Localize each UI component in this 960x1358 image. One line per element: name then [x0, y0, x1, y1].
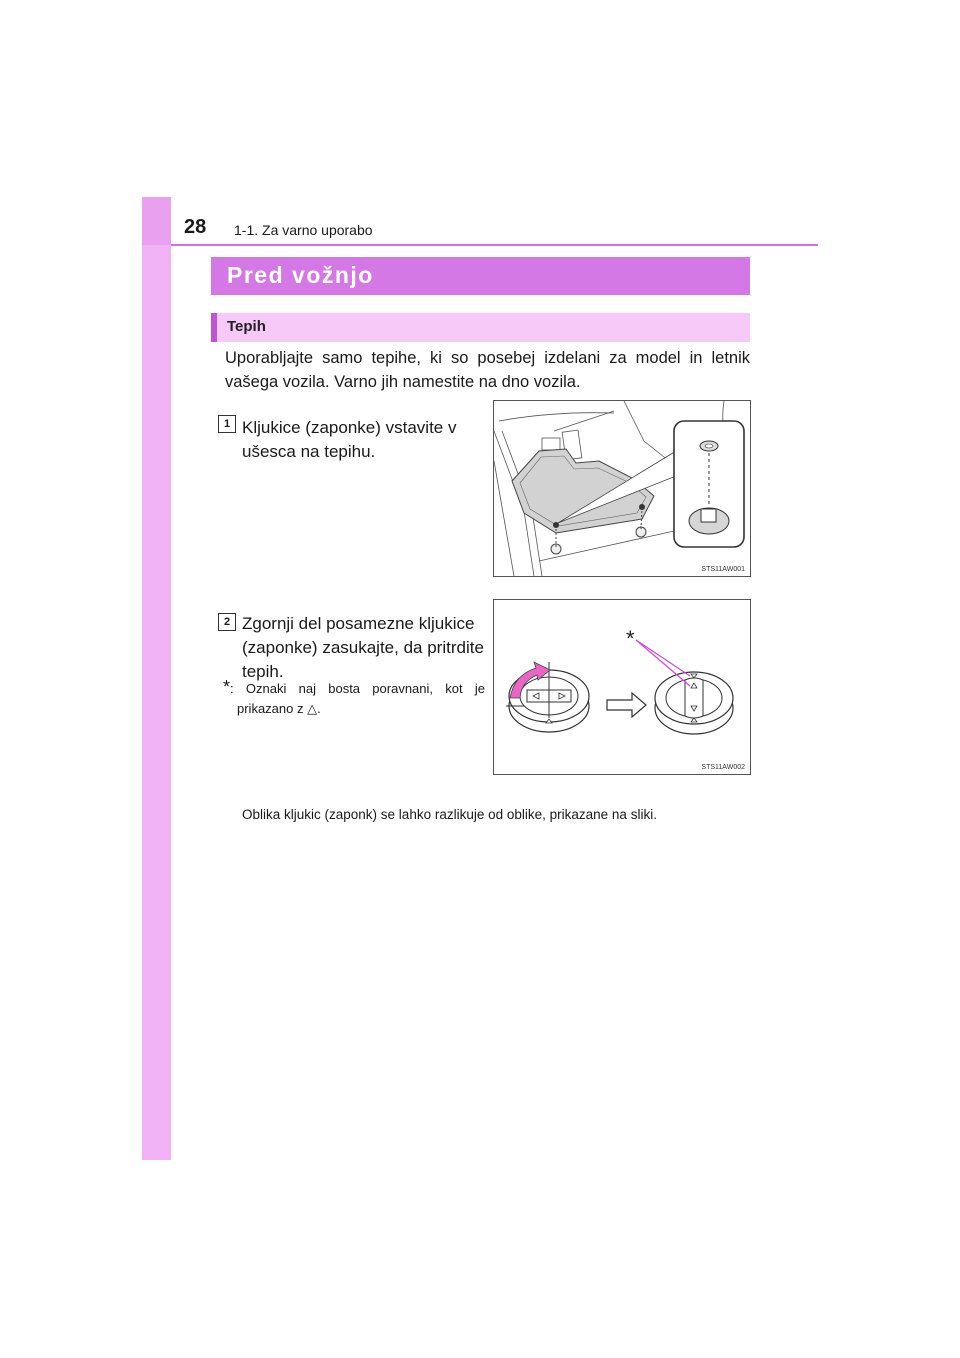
triangle-symbol: △ [307, 701, 318, 716]
step-2-line-3: tepih. [242, 662, 284, 681]
figure-clip-rotation [493, 599, 751, 775]
step-2-line-1: Zgornji del posamezne kljukice [242, 614, 475, 633]
figure-asterisk: * [626, 626, 635, 651]
side-band [142, 197, 171, 1160]
step-number-2: 2 [218, 613, 236, 631]
footnote-end: . [317, 701, 321, 716]
footnote [223, 677, 485, 719]
figure-1-code: STS11AW001 [701, 566, 745, 573]
footnote-line-2 [223, 701, 321, 716]
header-tab [142, 197, 171, 245]
subsection-accent [211, 313, 217, 342]
floor-mat-illustration [494, 401, 750, 576]
step-2-text [242, 612, 484, 684]
figure-2-code: STS11AW002 [701, 764, 745, 771]
figure-floor-mat [493, 400, 751, 577]
intro-paragraph: Uporabljajte samo tepihe, ki so posebej izdelani za model in letnik vašega vozila. Varno jih namestite na dno vozila. [225, 349, 750, 391]
step-1-line-1: Kljukice (zaponke) vstavite v [242, 418, 457, 437]
subsection-bar [211, 313, 750, 342]
clip-rotation-illustration [494, 600, 750, 774]
note-text: Oblika kljukic (zaponk) se lahko razlikuje od oblike, prikazane na sliki. [242, 807, 657, 822]
section-title: Pred vožnjo [227, 262, 374, 288]
step-number-1: 1 [218, 415, 236, 433]
footnote-mark: * [223, 677, 231, 697]
step-1-text [242, 416, 456, 464]
running-head: 1-1. Za varno uporabo [234, 222, 373, 238]
step-2-line-2: (zaponke) zasukajte, da pritrdite [242, 638, 484, 657]
section-title-bar [211, 257, 750, 295]
step-1-line-2: ušesca na tepihu. [242, 442, 376, 461]
header-rule [171, 244, 818, 246]
page-number: 28 [184, 216, 207, 238]
footnote-line-1 [223, 677, 485, 699]
subsection-title: Tepih [227, 318, 266, 335]
footnote-text-2: prikazano z [237, 701, 308, 716]
footnote-text-1: : Oznaki naj bosta poravnani, kot je [230, 681, 485, 696]
